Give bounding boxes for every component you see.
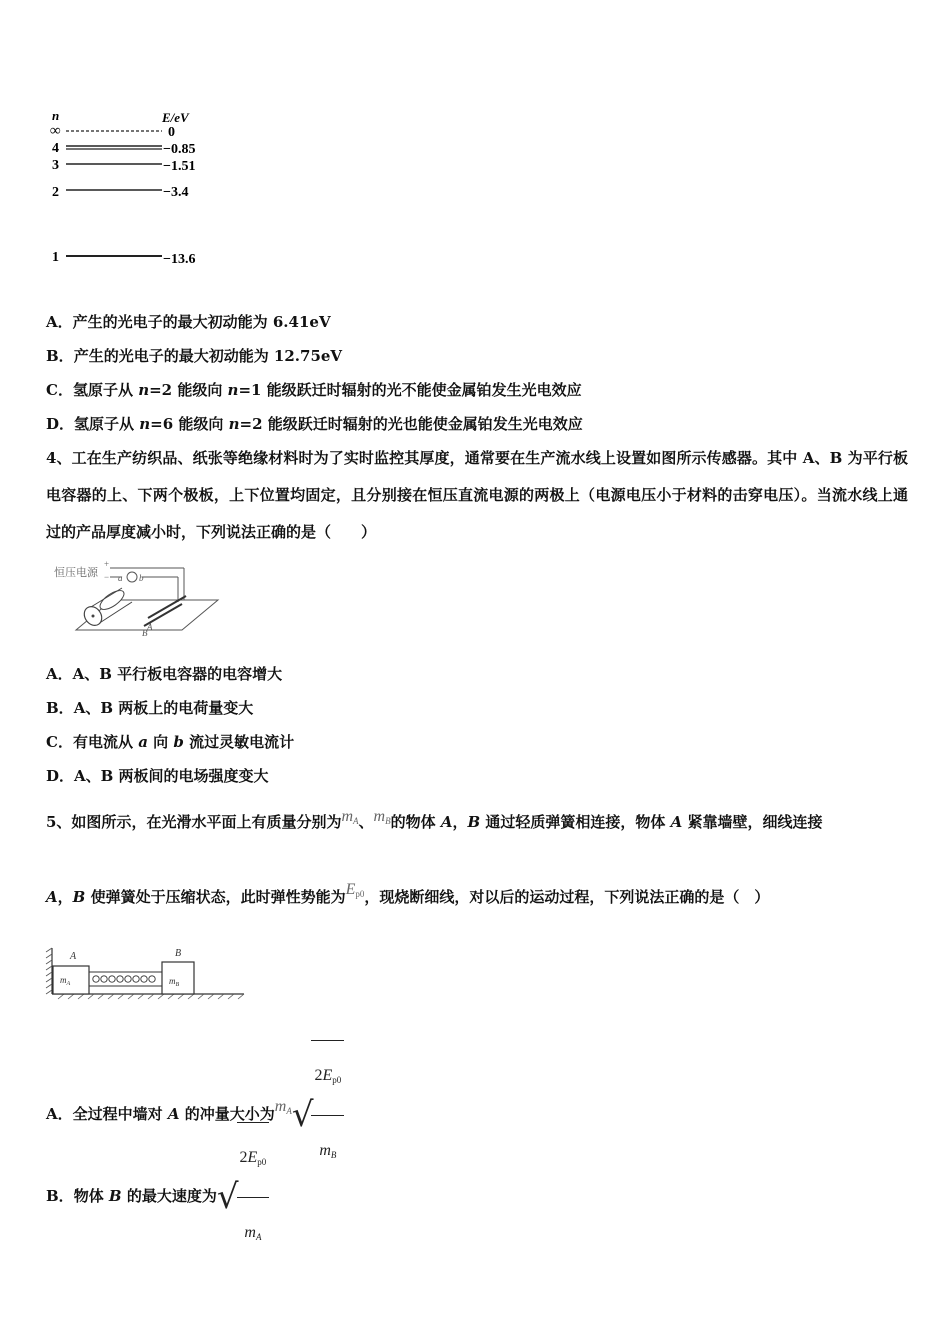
- option-text: 流过灵敏电流计: [183, 733, 295, 751]
- block-a: [53, 966, 89, 994]
- var-A: A: [46, 888, 58, 906]
- sqrt-expression: [292, 1040, 344, 1190]
- option-label: A．: [46, 1105, 73, 1123]
- denominator: $m_A$: [244, 1224, 262, 1242]
- stem-text: 使弹簧处于压缩状态，此时弹性势能为: [85, 888, 346, 906]
- denominator: $m_B$: [319, 1142, 337, 1160]
- q4-option-c: [46, 732, 294, 752]
- level-n-2: 2: [52, 185, 59, 200]
- math-mB: [374, 808, 391, 825]
- option-text: A、B 平行板电容器的电容增大: [72, 665, 283, 683]
- math-sub: A: [353, 816, 359, 826]
- plate-b-label: B: [142, 628, 148, 638]
- minus-sign: −: [104, 572, 110, 582]
- var-n: n: [227, 381, 239, 399]
- level-e-4: −0.85: [163, 142, 196, 157]
- galvanometer: [127, 572, 137, 582]
- block-b: [162, 962, 194, 994]
- plus-sign: +: [104, 559, 110, 569]
- numerator: $2E_{p0}$: [237, 1123, 270, 1198]
- q4-stem: 4、工在生产纺织品、纸张等绝缘材料时为了实时监控其厚度，通常要在生产流水线上设置如图所示传感器。其中 A、B 为平行板电容器的上、下两个极板，上下位置均固定，且分别接在恒压直流电源的两极上（电源电压小于材料的击穿电压）。当流水线上通过的产品厚度减小时，下列说法正确的是（ ）: [46, 449, 908, 541]
- floor-hatch: [58, 994, 244, 999]
- option-label: B．: [46, 699, 74, 717]
- var-B: B: [108, 1187, 122, 1205]
- option-text: A、B 两板间的电场强度变大: [74, 767, 269, 785]
- stem-text: 、: [358, 813, 374, 831]
- var-b: b: [173, 733, 184, 751]
- var-a: a: [138, 733, 148, 751]
- fraction: [311, 1041, 344, 1190]
- energy-axis-label: E/eV: [162, 110, 189, 125]
- level-n-1: 1: [52, 250, 59, 265]
- level-e-3: −1.51: [163, 159, 196, 174]
- q3-option-b: [46, 346, 342, 366]
- sqrt-body: [237, 1122, 270, 1272]
- stem-text: 的物体: [390, 813, 441, 831]
- var-n: n: [228, 415, 240, 433]
- option-label: B．: [46, 347, 74, 365]
- option-text: 产生的光电子的最大初动能为 12.75eV: [73, 347, 343, 365]
- plate-a-label: A: [147, 622, 153, 632]
- option-label: C．: [46, 733, 73, 751]
- sqrt-expression: [217, 1122, 269, 1272]
- option-label: D．: [46, 767, 75, 785]
- option-text: 有电流从: [72, 733, 139, 751]
- var-A: A: [440, 813, 453, 831]
- math-sub: B: [385, 816, 391, 826]
- q4-option-d: [46, 766, 269, 786]
- sqrt-body: [311, 1040, 344, 1190]
- q4-option-b: [46, 698, 253, 718]
- q5-stem-line2: [46, 881, 770, 912]
- level-e-inf: 0: [168, 125, 175, 140]
- level-e-2: −3.4: [163, 185, 189, 200]
- option-text: 全过程中墙对: [72, 1105, 168, 1123]
- q3-option-a: [46, 312, 331, 332]
- n-axis-label: n: [52, 108, 60, 123]
- plate-a: [148, 596, 186, 618]
- var-A: A: [670, 813, 683, 831]
- terminal-b: b: [139, 573, 144, 583]
- spring: [93, 976, 155, 982]
- option-text: =1 能级跃迁时辐射的光不能使金属铂发生光电效应: [238, 381, 582, 399]
- q5-option-b: [46, 1122, 269, 1272]
- option-label: B．: [46, 1187, 74, 1205]
- q4-option-a: [46, 664, 282, 684]
- q5-stem-line1: [46, 808, 823, 837]
- option-text: =2 能级向: [149, 381, 228, 399]
- fraction: [237, 1123, 270, 1272]
- mass-b-label: $m_B$: [169, 976, 180, 988]
- radical-sign: √: [291, 1095, 314, 1135]
- math-m: m: [373, 808, 386, 825]
- level-e-1: −13.6: [163, 252, 196, 267]
- math-sub: p0: [355, 889, 365, 899]
- option-text: 产生的光电子的最大初动能为 6.41eV: [72, 313, 331, 331]
- option-label: C．: [46, 381, 73, 399]
- energy-level-diagram: [44, 108, 224, 270]
- option-label: A．: [46, 665, 73, 683]
- capacitor-sensor-figure: [52, 558, 224, 638]
- option-text: 的冲量大小为: [179, 1105, 275, 1123]
- math-mA: $m_A$: [274, 1098, 292, 1116]
- option-label: A．: [46, 313, 73, 331]
- q3-option-c: [46, 380, 582, 400]
- stem-text: 5、如图所示，在光滑水平面上有质量分别为: [46, 813, 342, 831]
- math-E: E: [345, 881, 356, 898]
- option-text: 向: [147, 733, 174, 751]
- numerator: $2E_{p0}$: [311, 1041, 344, 1116]
- stem-text: ，现烧断细线，对以后的运动过程，下列说法正确的是（ ）: [364, 888, 770, 906]
- math-Ep0: [346, 881, 365, 898]
- option-text: 氢原子从: [72, 381, 139, 399]
- level-n-3: 3: [52, 158, 59, 173]
- option-text: =2 能级跃迁时辐射的光也能使金属铂发生光电效应: [239, 415, 583, 433]
- source-label: 恒压电源: [54, 567, 98, 579]
- option-text: 氢原子从: [74, 415, 140, 433]
- var-B: B: [72, 888, 86, 906]
- mass-a-label: $m_A$: [60, 975, 71, 987]
- q3-option-d: [46, 414, 583, 434]
- radical-sign: √: [216, 1177, 239, 1217]
- roller-axle: [92, 615, 95, 618]
- option-text: 物体: [73, 1187, 109, 1205]
- wall-hatch: [46, 948, 52, 994]
- stem-text: 紧靠墙壁，细线连接: [682, 813, 823, 831]
- level-n-4: 4: [52, 141, 59, 156]
- label-block-b: B: [175, 948, 182, 959]
- label-block-a: A: [70, 951, 77, 962]
- var-A: A: [167, 1105, 180, 1123]
- spring-blocks-figure: [44, 942, 248, 1000]
- math-m: m: [341, 808, 354, 825]
- var-B: B: [467, 813, 481, 831]
- stem-text: ，: [57, 888, 73, 906]
- var-n: n: [139, 415, 151, 433]
- stem-text: ，: [452, 813, 468, 831]
- terminal-a: a: [118, 573, 123, 583]
- level-n-inf: ∞: [50, 123, 61, 139]
- option-label: D．: [46, 415, 75, 433]
- option-text: 的最大速度为: [121, 1187, 217, 1205]
- option-text: =6 能级向: [150, 415, 229, 433]
- option-text: A、B 两板上的电荷量变大: [73, 699, 254, 717]
- stem-text: 通过轻质弹簧相连接，物体: [480, 813, 671, 831]
- var-n: n: [138, 381, 150, 399]
- math-mA: [341, 808, 358, 825]
